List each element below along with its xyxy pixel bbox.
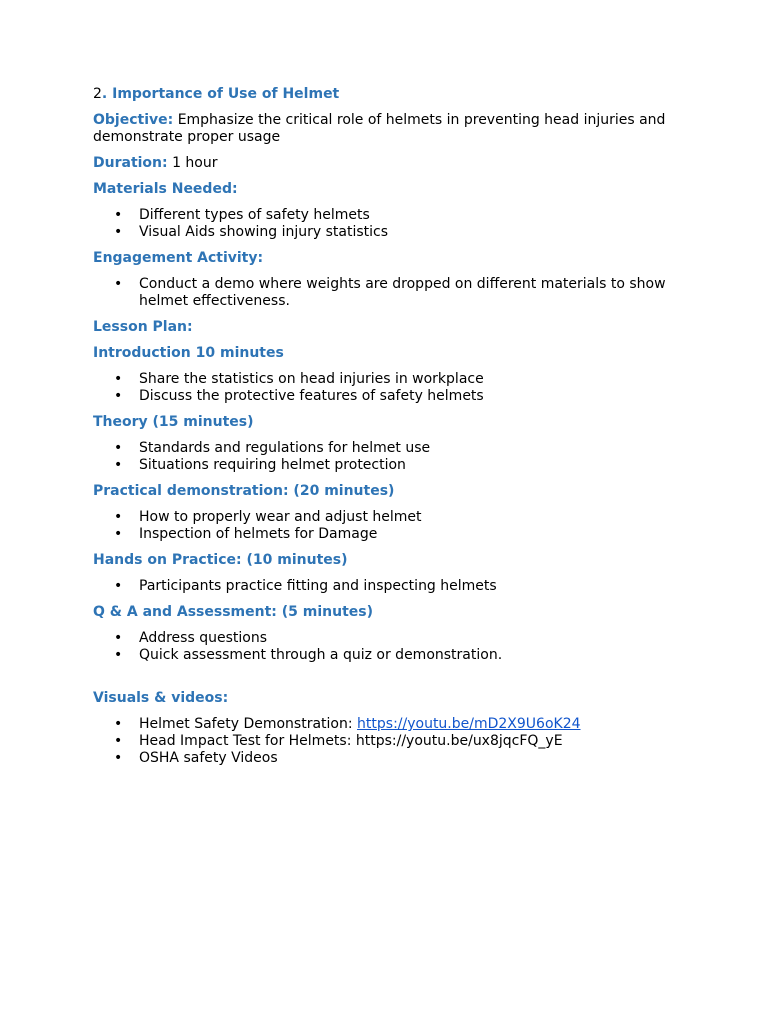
list-item: • Address questions	[114, 630, 267, 646]
list-item: • Quick assessment through a quiz or demonstration.	[114, 647, 503, 663]
list-item: • Helmet Safety Demonstration: https://youtu.be/mD2X9U6oK24	[114, 716, 581, 732]
engagement-list	[93, 276, 693, 310]
section-title	[93, 86, 693, 103]
bullet: •	[114, 578, 123, 594]
bullet: •	[114, 224, 123, 240]
bullet: •	[114, 207, 123, 223]
list-item: • Participants practice fitting and inspecting helmets	[114, 578, 497, 594]
list-item: • Share the statistics on head injuries in workplace	[114, 371, 484, 387]
list-item: • Conduct a demo where weights are dropped on different materials to show helmet effectiveness.	[114, 276, 666, 309]
bullet: •	[114, 733, 123, 749]
bullet: •	[114, 647, 123, 663]
bullet: •	[114, 630, 123, 646]
list-item: • Visual Aids showing injury statistics	[114, 224, 389, 240]
duration-text: 1 hour	[172, 155, 218, 171]
list-item: • Head Impact Test for Helmets: https://youtu.be/ux8jqcFQ_yE	[114, 733, 563, 749]
practical-heading: Practical demonstration: (20 minutes)	[93, 483, 395, 499]
practical-list	[93, 509, 693, 543]
section-number: 2	[93, 86, 102, 102]
helmet-safety-video-link[interactable]: https://youtu.be/mD2X9U6oK24	[357, 716, 581, 732]
list-item: • Standards and regulations for helmet use	[114, 440, 431, 456]
bullet: •	[114, 276, 123, 292]
document-page	[93, 86, 693, 776]
materials-heading: Materials Needed:	[93, 181, 238, 197]
list-item: • How to properly wear and adjust helmet	[114, 509, 422, 525]
visuals-heading: Visuals & videos:	[93, 690, 229, 706]
objective-label: Objective:	[93, 112, 174, 128]
objective-paragraph	[93, 112, 683, 146]
duration-label: Duration:	[93, 155, 168, 171]
list-item: • Different types of safety helmets	[114, 207, 370, 223]
blank-line	[93, 673, 693, 690]
bullet: •	[114, 716, 123, 732]
bullet: •	[114, 750, 123, 766]
section-title-text: . Importance of Use of Helmet	[101, 86, 340, 102]
list-item: • Discuss the protective features of safety helmets	[114, 388, 484, 404]
bullet: •	[114, 440, 123, 456]
bullet: •	[114, 457, 123, 473]
objective-text: Emphasize the critical role of helmets in preventing head injuries and demonstrate proper usage	[93, 112, 666, 145]
theory-list	[93, 440, 693, 474]
theory-heading: Theory (15 minutes)	[93, 414, 254, 430]
materials-list	[93, 207, 693, 241]
hands-on-list	[93, 578, 693, 595]
duration-paragraph	[93, 155, 693, 172]
introduction-list	[93, 371, 693, 405]
bullet: •	[114, 388, 123, 404]
hands-on-heading: Hands on Practice: (10 minutes)	[93, 552, 348, 568]
engagement-heading: Engagement Activity:	[93, 250, 264, 266]
bullet: •	[114, 526, 123, 542]
visuals-list	[93, 716, 693, 767]
qa-list	[93, 630, 693, 664]
list-item: • OSHA safety Videos	[114, 750, 278, 766]
list-item: • Situations requiring helmet protection	[114, 457, 406, 473]
qa-heading: Q & A and Assessment: (5 minutes)	[93, 604, 374, 620]
lesson-plan-heading: Lesson Plan:	[93, 319, 193, 335]
list-item: • Inspection of helmets for Damage	[114, 526, 378, 542]
bullet: •	[114, 509, 123, 525]
bullet: •	[114, 371, 123, 387]
introduction-heading: Introduction 10 minutes	[93, 345, 284, 361]
